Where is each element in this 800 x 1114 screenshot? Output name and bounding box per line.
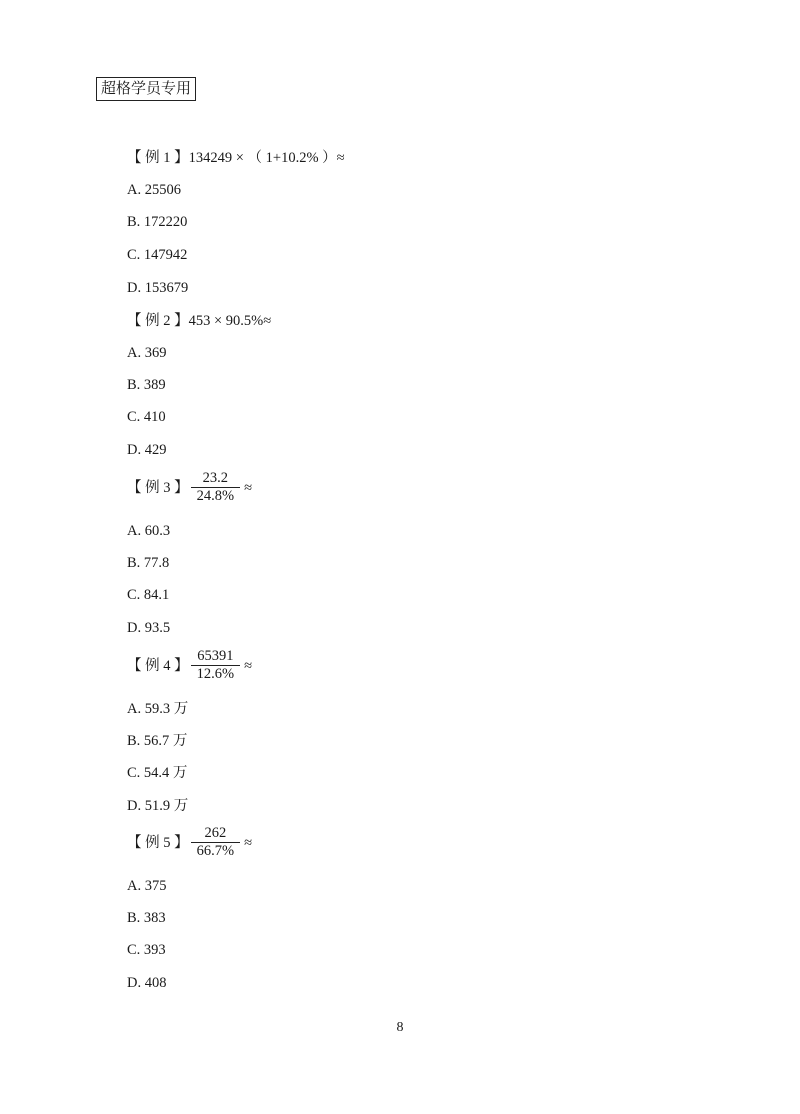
question-3-denominator: 24.8% xyxy=(196,488,235,504)
question-5 xyxy=(127,825,252,860)
question-4-denominator: 12.6% xyxy=(196,666,235,682)
page-number: 8 xyxy=(396,1020,404,1035)
question-5-option-b: B. 383 xyxy=(127,910,166,926)
question-1 xyxy=(127,149,345,167)
question-2-option-b: B. 389 xyxy=(127,377,166,393)
question-2-expression: 453 × 90.5%≈ xyxy=(188,313,272,329)
question-5-fraction xyxy=(191,825,240,860)
question-2-option-d: D. 429 xyxy=(127,442,167,458)
question-4 xyxy=(127,648,252,683)
question-1-expression: 134249 × （ 1+10.2% ）≈ xyxy=(188,150,345,166)
question-2-label: 【 例 2 】 xyxy=(127,313,189,329)
question-4-option-d: D. 51.9 万 xyxy=(127,798,189,814)
question-5-numerator: 262 xyxy=(191,825,240,843)
question-4-approx: ≈ xyxy=(244,657,253,674)
question-5-option-d: D. 408 xyxy=(127,975,167,991)
question-3-option-d: D. 93.5 xyxy=(127,620,171,636)
question-2 xyxy=(127,312,271,330)
question-3-approx: ≈ xyxy=(244,479,253,496)
question-2-option-c: C. 410 xyxy=(127,409,166,425)
question-3-label: 【 例 3 】 xyxy=(127,479,189,496)
header-label: 超格学员专用 xyxy=(96,77,196,101)
question-1-label: 【 例 1 】 xyxy=(127,150,189,166)
question-5-option-c: C. 393 xyxy=(127,942,166,958)
question-1-option-d: D. 153679 xyxy=(127,280,189,296)
question-3-option-c: C. 84.1 xyxy=(127,587,170,603)
question-5-label: 【 例 5 】 xyxy=(127,834,189,851)
question-5-option-a: A. 375 xyxy=(127,878,167,894)
question-5-approx: ≈ xyxy=(244,834,253,851)
question-3-option-b: B. 77.8 xyxy=(127,555,170,571)
question-4-fraction xyxy=(191,648,240,683)
question-4-option-a: A. 59.3 万 xyxy=(127,701,189,717)
question-2-option-a: A. 369 xyxy=(127,345,167,361)
question-4-numerator: 65391 xyxy=(191,648,240,666)
question-1-option-b: B. 172220 xyxy=(127,214,188,230)
question-3-fraction xyxy=(191,470,240,505)
question-4-option-c: C. 54.4 万 xyxy=(127,765,188,781)
question-3-option-a: A. 60.3 xyxy=(127,523,171,539)
question-4-option-b: B. 56.7 万 xyxy=(127,733,188,749)
question-3 xyxy=(127,470,252,505)
question-1-option-a: A. 25506 xyxy=(127,182,181,198)
question-3-numerator: 23.2 xyxy=(191,470,240,488)
question-1-option-c: C. 147942 xyxy=(127,247,188,263)
question-5-denominator: 66.7% xyxy=(196,843,235,859)
question-4-label: 【 例 4 】 xyxy=(127,657,189,674)
